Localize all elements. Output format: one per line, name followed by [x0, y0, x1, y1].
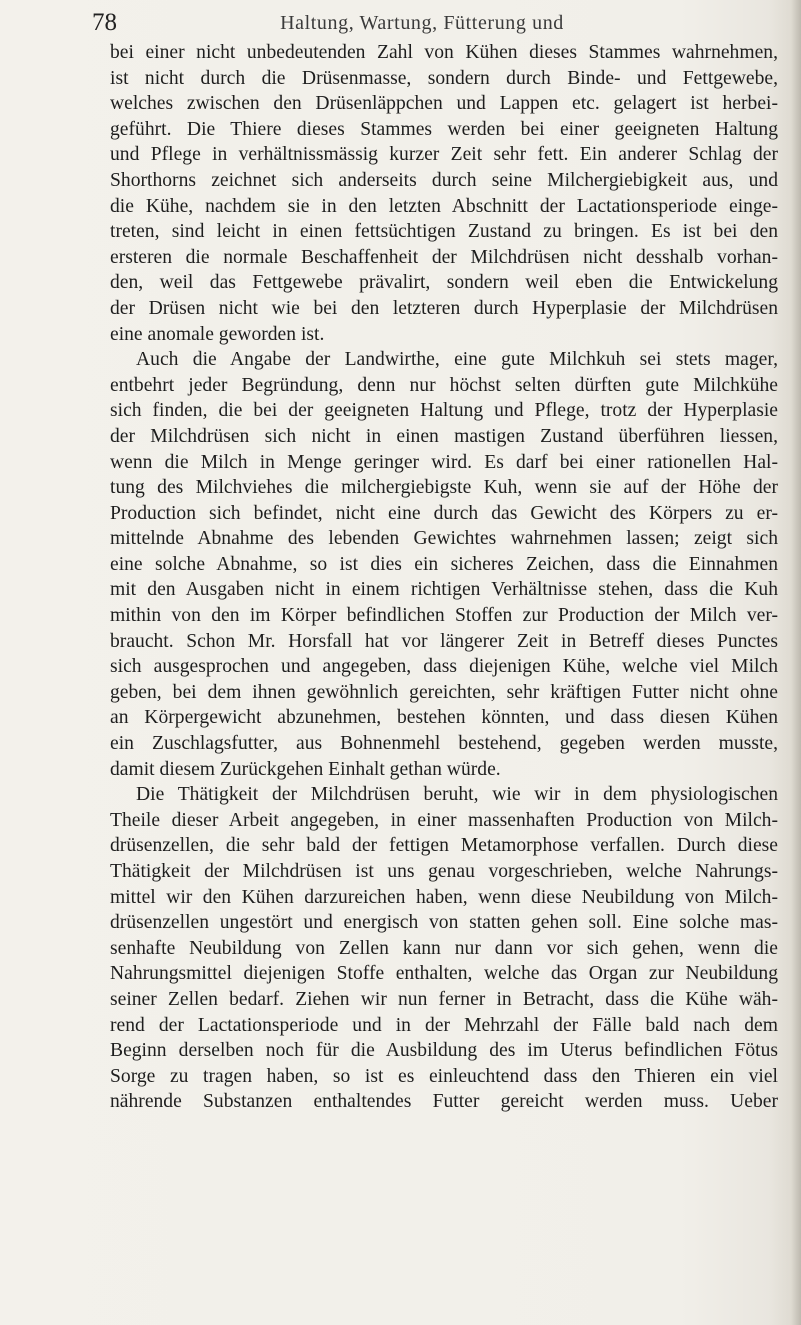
text-line: ersteren die normale Beschaffenheit der Milchdrüsen nicht desshalb vorhan- [110, 246, 778, 268]
text-line: an Körpergewicht abzunehmen, bestehen könnten, und dass diesen Kühen [110, 707, 778, 729]
text-line: rend der Lactationsperiode und in der Mehrzahl der Fälle bald nach dem [110, 1014, 778, 1036]
text-line: eine anomale geworden ist. [110, 323, 325, 345]
page-number: 78 [92, 9, 117, 36]
text-line: den, weil das Fettgewebe prävalirt, sondern weil eben die Entwickelung [110, 272, 778, 294]
text-line: senhafte Neubildung von Zellen kann nur dann vor sich gehen, wenn die [110, 937, 778, 959]
text-line: wenn die Milch in Menge geringer wird. Es darf bei einer rationellen Hal- [110, 451, 778, 473]
text-line: Thätigkeit der Milchdrüsen ist uns genau vorgeschrieben, welche Nahrungs- [110, 861, 778, 882]
page-header [92, 6, 712, 40]
text-line: braucht. Schon Mr. Horsfall hat vor längerer Zeit in Betreff dieses Punctes [110, 630, 778, 652]
text-line: mit den Ausgaben nicht in einem richtigen Verhältnisse stehen, dass die Kuh [110, 579, 778, 601]
text-line: drüsenzellen, die sehr bald der fettigen Metamorphose verfallen. Durch diese [110, 835, 778, 857]
text-line: und Pflege in verhältnissmässig kurzer Zeit sehr fett. Ein anderer Schlag der [110, 144, 778, 166]
text-line: nährende Substanzen enthaltendes Futter gereicht werden muss. Ueber [110, 1091, 778, 1113]
text-line: seiner Zellen bedarf. Ziehen wir nun ferner in Betracht, dass die Kühe wäh- [110, 988, 778, 1010]
text-line: Theile dieser Arbeit angegeben, in einer massenhaften Production von Milch- [110, 809, 778, 831]
running-head: Haltung, Wartung, Fütterung und [280, 12, 564, 34]
text-line: ein Zuschlagsfutter, aus Bohnenmehl bestehend, gegeben werden musste, [110, 733, 778, 755]
text-line: Shorthorns zeichnet sich anderseits durch seine Milchergiebigkeit aus, und [110, 169, 778, 191]
text-line: Die Thätigkeit der Milchdrüsen beruht, wie wir in dem physiologischen [136, 784, 778, 806]
text-line: Sorge zu tragen haben, so ist es einleuchtend dass den Thieren ein viel [110, 1065, 778, 1087]
text-line: eine solche Abnahme, so ist dies ein sicheres Zeichen, dass die Einnahmen [110, 553, 778, 575]
text-line: Nahrungsmittel diejenigen Stoffe enthalten, welche das Organ zur Neubildung [110, 963, 778, 985]
text-line: geben, bei dem ihnen gewöhnlich gereichten, sehr kräftigen Futter nicht ohne [110, 681, 778, 703]
text-line: sich ausgesprochen und angegeben, dass diejenigen Kühe, welche viel Milch [110, 656, 778, 678]
text-line: bei einer nicht unbedeutenden Zahl von Kühen dieses Stammes wahrnehmen, [110, 42, 778, 63]
text-line: ist nicht durch die Drüsenmasse, sondern durch Binde- und Fettgewebe, [110, 67, 778, 89]
text-line: drüsenzellen ungestört und energisch von statten gehen soll. Eine solche mas- [110, 912, 778, 934]
text-line: treten, sind leicht in einen fettsüchtigen Zustand zu bringen. Es ist bei den [110, 221, 778, 243]
text-line: die Kühe, nachdem sie in den letzten Abschnitt der Lactationsperiode einge- [110, 195, 778, 217]
text-line: geführt. Die Thiere dieses Stammes werden bei einer geeigneten Haltung [110, 118, 778, 140]
text-line: sich finden, die bei der geeigneten Haltung und Pflege, trotz der Hyperplasie [110, 400, 778, 422]
text-line: der Milchdrüsen sich nicht in einen mastigen Zustand überführen liessen, [110, 425, 778, 447]
text-line: Beginn derselben noch für die Ausbildung des im Uterus befindlichen Fötus [110, 1040, 778, 1062]
text-line: mittel wir den Kühen darzureichen haben, wenn diese Neubildung von Milch- [110, 886, 778, 908]
text-line: mittelnde Abnahme des lebenden Gewichtes wahrnehmen lassen; zeigt sich [110, 528, 778, 550]
text-line: Production sich befindet, nicht eine durch das Gewicht des Körpers zu er- [110, 502, 778, 524]
text-line: Auch die Angabe der Landwirthe, eine gute Milchkuh sei stets mager, [136, 349, 778, 371]
text-line: tung des Milchviehes die milchergiebigste Kuh, wenn sie auf der Höhe der [110, 477, 778, 499]
body-text [110, 40, 778, 1115]
page-edge-shadow [791, 0, 801, 1325]
text-line: welches zwischen den Drüsenläppchen und Lappen etc. gelagert ist herbei- [110, 93, 778, 115]
text-line: der Drüsen nicht wie bei den letzteren durch Hyperplasie der Milchdrüsen [110, 297, 778, 319]
text-line: damit diesem Zurückgehen Einhalt gethan würde. [110, 758, 501, 780]
text-line: entbehrt jeder Begründung, denn nur höchst selten dürften gute Milchkühe [110, 374, 778, 396]
text-line: mithin von den im Körper befindlichen Stoffen zur Production der Milch ver- [110, 605, 778, 627]
